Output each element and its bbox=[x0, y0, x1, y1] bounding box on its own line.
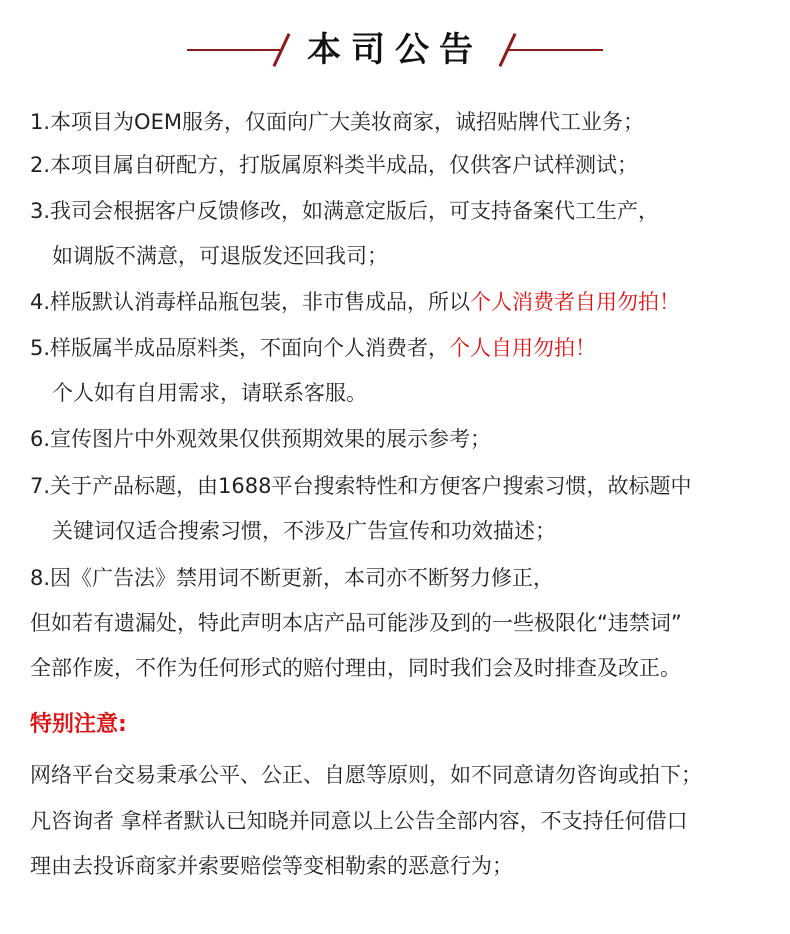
notice-item-4 bbox=[30, 287, 680, 317]
notice-item-1: 1.本项目为OEM服务，仅面向广大美妆商家，诚招贴牌代工业务； bbox=[30, 110, 644, 134]
notice-item-7: 7.关于产品标题，由1688平台搜索特性和方便客户搜索习惯，故标题中 bbox=[30, 474, 692, 498]
notice-item-2: 2.本项目属自研配方，打版属原料类半成品，仅供客户试样测试； bbox=[30, 153, 639, 177]
special-notice-line-1: 网络平台交易秉承公平、公正、自愿等原则，如不同意请勿咨询或拍下； bbox=[30, 763, 702, 787]
notice-item-8: 8.因《广告法》禁用词不断更新，本司亦不断努力修正， bbox=[30, 566, 555, 590]
header-rule-right bbox=[507, 49, 603, 51]
notice-item-8-cont-2: 全部作废，不作为任何形式的赔付理由，同时我们会及时排查及改正。 bbox=[30, 656, 681, 680]
notice-item-7-cont: 关键词仅适合搜索习惯，不涉及广告宣传和功效描述； bbox=[52, 519, 556, 543]
page-title: 本司公告 bbox=[307, 30, 483, 70]
notice-item-5-warning: 个人自用勿拍！ bbox=[449, 336, 597, 360]
special-notice-line-3: 理由去投诉商家并索要赔偿等变相勒索的恶意行为； bbox=[30, 854, 513, 878]
notice-item-5 bbox=[30, 333, 596, 363]
header-rule-left bbox=[187, 49, 282, 51]
notice-item-3-cont: 如调版不满意，可退版发还回我司； bbox=[52, 244, 388, 268]
notice-item-6: 6.宣传图片中外观效果仅供预期效果的展示参考； bbox=[30, 427, 492, 451]
notice-header bbox=[0, 28, 790, 72]
notice-item-8-cont-1: 但如若有遗漏处，特此声明本店产品可能涉及到的一些极限化“违禁词” bbox=[30, 611, 682, 635]
notice-item-3: 3.我司会根据客户反馈修改，如满意定版后，可支持备案代工生产， bbox=[30, 199, 660, 223]
notice-item-4-text: 4.样版默认消毒样品瓶包装，非市售成品，所以 bbox=[30, 290, 471, 314]
notice-item-5-cont: 个人如有自用需求，请联系客服。 bbox=[52, 381, 367, 405]
notice-item-4-warning: 个人消费者自用勿拍！ bbox=[470, 290, 681, 314]
notice-item-5-text: 5.样版属半成品原料类，不面向个人消费者， bbox=[30, 336, 450, 360]
special-notice-line-2: 凡咨询者 拿样者默认已知晓并同意以上公告全部内容，不支持任何借口 bbox=[30, 809, 688, 833]
special-notice-title: 特别注意: bbox=[30, 712, 127, 737]
